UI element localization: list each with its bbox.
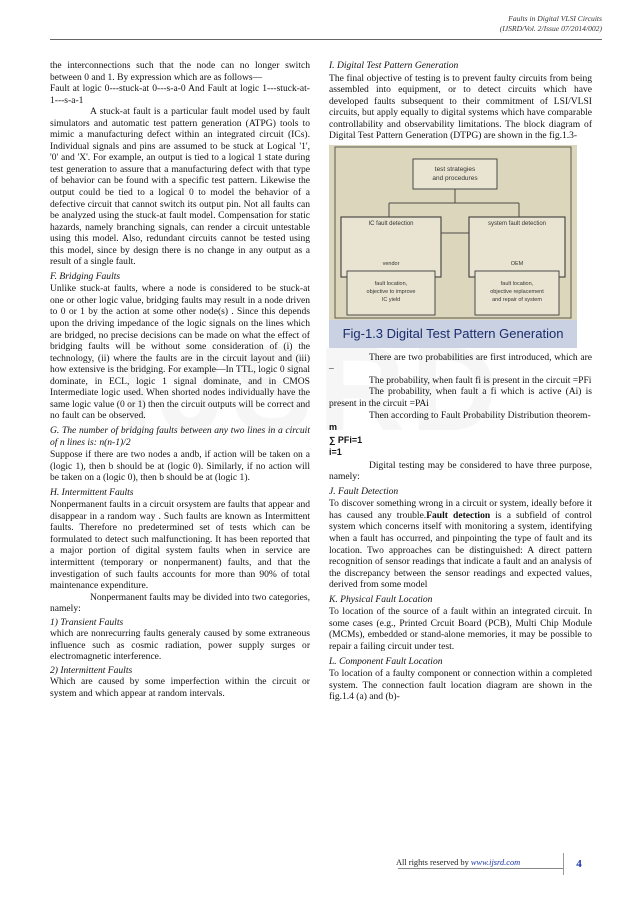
paragraph: Which are caused by some imperfection within the circuit or system and which appear at random intervals. <box>50 676 310 699</box>
svg-text:OEM: OEM <box>510 260 524 267</box>
subheading-transient: 1) Transient Faults <box>50 616 124 628</box>
paragraph: Digital testing may be considered to have three purpose, namely: <box>329 459 592 483</box>
journal-title: Faults in Digital VLSI Circuits <box>508 14 602 23</box>
paragraph: The probability, when fault a fi which is active (Ai) is present in the circuit =PAi <box>329 386 592 410</box>
section-heading-l: L. Component Fault Location <box>329 655 443 667</box>
footer-rule <box>398 868 564 869</box>
paragraph: The final objective of testing is to prevent faulty circuits from being assembled into equipment, or to detect circuits which have developed faults subsequent to their commitment of LSI/VLSI circuits, but apply equally to digital systems which have comparable controllability and observability limitations. The block diagram of Digital Test Pattern Generation (DTPG) are shown in the fig.1.3- <box>329 72 592 142</box>
figure-1-3 <box>329 145 577 348</box>
svg-text:fault location,: fault location, <box>374 280 408 287</box>
paragraph: Suppose if there are two nodes a andb, if action will be taken on a (logic 1), then b should be at (logic 0). Similarly, if no action will be taken on a (logic 0), then b should be at (logic 1). <box>50 449 310 484</box>
svg-text:test strategies: test strategies <box>434 165 476 173</box>
svg-text:vendor: vendor <box>382 260 400 267</box>
rights-text: All rights reserved by <box>396 858 471 867</box>
subheading-intermittent: 2) Intermittent Faults <box>50 664 133 676</box>
paragraph-fault-detection <box>329 498 592 590</box>
section-heading-g: G. The number of bridging faults between any two lines in a circuit of n lines is: n(n-1)/2 <box>50 424 310 448</box>
svg-text:fault location,: fault location, <box>500 280 534 287</box>
section-heading-i: I. Digital Test Pattern Generation <box>329 60 459 71</box>
paragraph: Nonpermanent faults in a circuit orsystem are faults that appear and disappear in a random way . Such faults are known as Intermittent faults. Therefore no predetermined set of tests which can be formulated to detect such malfunctioning. It has been reported that a major portion of digital system faults when in service are intermittent (temporary or nonpermanent) faults, and that the investigation of such faults accounts for more than 90% of total maintenance expenditure. <box>50 499 310 592</box>
paragraph: Then according to Fault Probability Distribution theorem- <box>369 409 591 421</box>
paragraph: the interconnections such that the node can no longer switch between 0 and 1. By expression which are as follows— <box>50 60 310 83</box>
strategy-box <box>413 159 497 189</box>
paragraph: Nonpermanent faults may be divided into two categories, namely: <box>50 591 310 615</box>
paragraph: which are nonrecurring faults generaly caused by some extraneous influence such as cosmic radiation, power supply surges or electromagnetic interference. <box>50 628 310 663</box>
left-column <box>50 60 310 700</box>
page-number: 4 <box>563 853 594 875</box>
svg-text:objective to improve: objective to improve <box>366 288 416 295</box>
equation-lower-limit: i=1 <box>329 447 342 458</box>
section-heading-k: K. Physical Fault Location <box>329 593 433 605</box>
section-heading-h: H. Intermittent Faults <box>50 486 134 498</box>
svg-text:objective replacement: objective replacement <box>490 288 544 295</box>
equation-upper-limit: m <box>329 422 338 433</box>
text-run: To discover something wrong in a circuit or system, ideally before it has caused any trouble. <box>329 498 592 521</box>
text-run: is a subfield of control system which concerns itself with monitoring a system, identifying when a fault has occurred, and pinpointing the type of fault and its location. Two approaches can be distinguished: A direct pattern recognition of sensor readings that indicate a fault and an analysis of the discrepancy between the sensor readings and expected values, derived from some model <box>329 509 593 591</box>
svg-text:IC yield: IC yield <box>381 296 401 303</box>
journal-reference: (IJSRD/Vol. 2/Issue 07/2014/002) <box>499 24 602 33</box>
equation-sum: ∑ PFi=1 <box>329 434 363 445</box>
footer <box>396 858 520 867</box>
paragraph: The probability, when fault fi is present in the circuit =PFi <box>369 374 592 386</box>
running-header <box>500 14 602 34</box>
block-diagram <box>329 145 577 320</box>
paragraph: To location of a faulty component or connection within a completed system. The connection fault location diagram are shown in the fig.1.4 (a) and (b)- <box>329 668 592 703</box>
right-column <box>329 60 592 703</box>
header-rule <box>50 39 602 40</box>
site-link[interactable]: www.ijsrd.com <box>470 858 521 867</box>
svg-text:IC fault detection: IC fault detection <box>368 220 414 227</box>
paragraph: Fault at logic 0---stuck-at 0---s-a-0 And Fault at logic 1---stuck-at-1---s-a-1 <box>50 83 310 106</box>
figure-caption: Fig-1.3 Digital Test Pattern Generation <box>329 320 577 348</box>
bold-term: Fault detection <box>426 509 491 521</box>
paragraph: To location of the source of a fault within an integrated circuit. In some cases (e.g., Printed Crcuit Board (PCB), Multi Chip Module (MCMs), embedded or stand-alone memories, it may be possible to repair a failing circuit under test. <box>329 606 592 652</box>
svg-text:and procedures: and procedures <box>432 174 478 182</box>
section-heading-f: F. Bridging Faults <box>50 270 121 282</box>
paragraph: There are two probabilities are first introduced, which are – <box>329 351 592 375</box>
section-heading-j: J. Fault Detection <box>329 485 399 497</box>
svg-text:system fault detection: system fault detection <box>487 220 547 227</box>
paragraph: A stuck-at fault is a particular fault model used by fault simulators and automatic test pattern generation (ATPG) tools to mimic a manufacturing defect within an integrated circuit (ICs). Individual signals and pins are assumed to be stuck at Logical '1', '0' and 'X'. For example, an output is tied to a logical 1 state during test generation to assure that a manufacturing defect with that type of behavior can be found with a specific test pattern. Likewise the output could be tied to a logical 0 to model the behavior of a defective circuit that cannot switch its output pin. Not all faults can be analyzed using the stuck-at fault model. Compensation for static hazards, namely branching signals, can render a circuit untestable using this model. Also, redundant circuits cannot be tested using this model, since by design there is no change in any output as a result of a single fault. <box>50 106 310 268</box>
svg-text:and repair of system: and repair of system <box>492 296 542 303</box>
paragraph: Unlike stuck-at faults, where a node is considered to be stuck-at one or other logic value, bridging faults may result in a node driven to 0 or 1 by the action at some other node(s) . Since this depends upon the driving impedance of the logic signals on the lines which are bridged, no precise decisions can be made on what the effect of bridging faults will be without some consideration of (i) the technology, (ii) where the faults are in the circuit layout and (iii) how extensive is the bridging. For example—In TTL, logic 0 signal dominate, in ECL, logic 1 signal dominate, and in CMOS Intermediate logic used. When shorted nodes individually have the same logic value (0 or 1) then the circuit outputs will be correct and no fault can be observed. <box>50 283 310 422</box>
